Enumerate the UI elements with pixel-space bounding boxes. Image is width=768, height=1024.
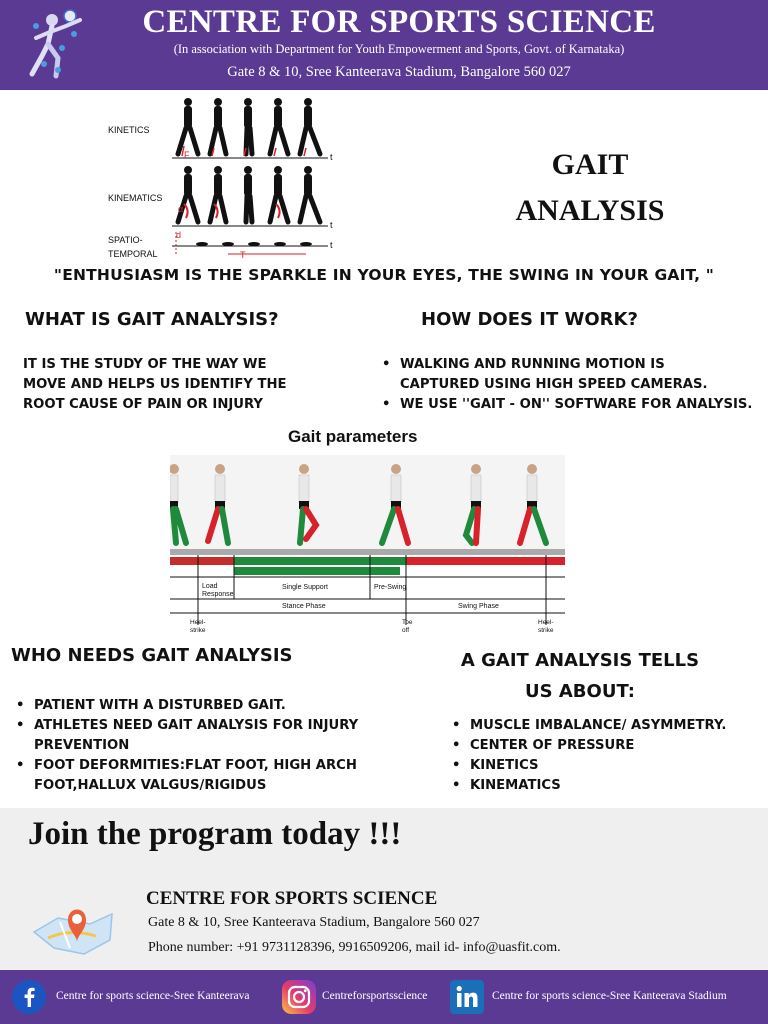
quote: "ENTHUSIASM IS THE SPARKLE IN YOUR EYES, THE SWING IN YOUR GAIT, "	[53, 266, 715, 284]
main-title-line2: ANALYSIS	[515, 194, 665, 227]
gait-phases-illustration	[170, 455, 565, 640]
map-pin-icon	[30, 888, 116, 958]
what-is-line: ROOT CAUSE OF PAIN OR INJURY	[23, 397, 263, 412]
main-title-line1: GAIT	[551, 148, 629, 181]
instagram-link[interactable]: Centreforsportsscience	[322, 990, 428, 1002]
header-address: Gate 8 & 10, Sree Kanteerava Stadium, Bangalore 560 027	[227, 64, 571, 80]
who-needs-list	[16, 696, 376, 796]
linkedin-link[interactable]: Centre for sports science-Sree Kanteerava Stadium	[492, 990, 727, 1002]
mark-alpha: α	[178, 204, 184, 214]
label-kinematics: KINEMATICS	[108, 193, 163, 203]
tells-heading: A GAIT ANALYSIS TELLS US ABOUT:	[460, 650, 700, 702]
list-item: • CENTER OF PRESSURE	[452, 736, 762, 756]
header-title: CENTRE FOR SPORTS SCIENCE	[142, 4, 656, 40]
label-kinetics: KINETICS	[108, 125, 150, 135]
phase-stance: Stance Phase	[282, 603, 326, 610]
instagram-icon[interactable]	[282, 980, 316, 1014]
contact-org-name: CENTRE FOR SPORTS SCIENCE	[146, 888, 438, 909]
what-is-heading: WHAT IS GAIT ANALYSIS?	[25, 309, 279, 330]
list-item: • KINEMATICS	[452, 776, 762, 796]
contact-address: Gate 8 & 10, Sree Kanteerava Stadium, Bangalore 560 027	[148, 915, 480, 930]
event-heel-strike-2b: strike	[538, 627, 554, 634]
header-banner	[0, 0, 768, 90]
event-heel-strike-2a: Heel-	[538, 619, 554, 626]
label-temporal: TEMPORAL	[108, 249, 158, 259]
header-subtitle: (In association with Department for Youth Empowerment and Sports, Govt. of Karnataka)	[173, 42, 625, 56]
what-is-line: MOVE AND HELPS US IDENTIFY THE	[23, 377, 287, 392]
list-item: • FOOT DEFORMITIES:FLAT FOOT, HIGH ARCH FOOT,HALLUX VALGUS/RIGIDUS	[16, 756, 376, 796]
axis-t-3: t	[330, 240, 333, 250]
list-item: • KINETICS	[452, 756, 762, 776]
mark-f: F	[184, 150, 190, 160]
tells-list	[452, 716, 762, 796]
phase-single-support: Single Support	[282, 584, 328, 591]
walking-silhouettes-icon	[172, 94, 340, 264]
list-item: • MUSCLE IMBALANCE/ ASYMMETRY.	[452, 716, 762, 736]
list-item: • PATIENT WITH A DISTURBED GAIT.	[16, 696, 376, 716]
how-works-heading: HOW DOES IT WORK?	[421, 309, 638, 330]
label-spatio: SPATIO-	[108, 235, 143, 245]
what-is-line: IT IS THE STUDY OF THE WAY WE	[23, 357, 267, 372]
mark-d: d	[176, 230, 182, 240]
what-is-body	[23, 355, 287, 415]
phase-swing: Swing Phase	[458, 603, 499, 610]
phase-load: Load	[202, 583, 218, 590]
footer-social-bar	[0, 970, 768, 1024]
mark-t-period: T	[240, 250, 246, 260]
axis-t-2: t	[330, 220, 333, 230]
main-title	[470, 142, 710, 234]
facebook-link[interactable]: Centre for sports science-Sree Kanteerava	[56, 990, 250, 1002]
linkedin-icon[interactable]	[450, 980, 484, 1014]
event-toe-off-b: off	[402, 627, 410, 634]
phase-response: Response	[202, 591, 234, 598]
gait-parameters-title: Gait parameters	[288, 427, 418, 446]
how-works-list	[382, 355, 768, 415]
gait-parameters-diagram	[170, 455, 565, 640]
gait-cycle-figure	[100, 94, 340, 264]
event-heel-strike-1a: Heel-	[190, 619, 206, 626]
list-item: • WE USE ''GAIT - ON'' SOFTWARE FOR ANALYSIS.	[382, 395, 768, 415]
phase-pre-swing: Pre-Swing	[374, 584, 407, 591]
who-needs-heading: WHO NEEDS GAIT ANALYSIS	[11, 645, 293, 666]
list-item: • WALKING AND RUNNING MOTION IS CAPTURED USING HIGH SPEED CAMERAS.	[382, 355, 768, 395]
facebook-icon[interactable]	[12, 980, 46, 1014]
list-item: • ATHLETES NEED GAIT ANALYSIS FOR INJURY PREVENTION	[16, 716, 376, 756]
contact-phone-email: Phone number: +91 9731128396, 9916509206, mail id- info@uasfit.com.	[148, 940, 561, 955]
event-heel-strike-1b: strike	[190, 627, 206, 634]
join-title: Join the program today !!!	[28, 816, 402, 852]
event-toe-off-a: Toe	[402, 619, 413, 626]
axis-t-1: t	[330, 152, 333, 162]
